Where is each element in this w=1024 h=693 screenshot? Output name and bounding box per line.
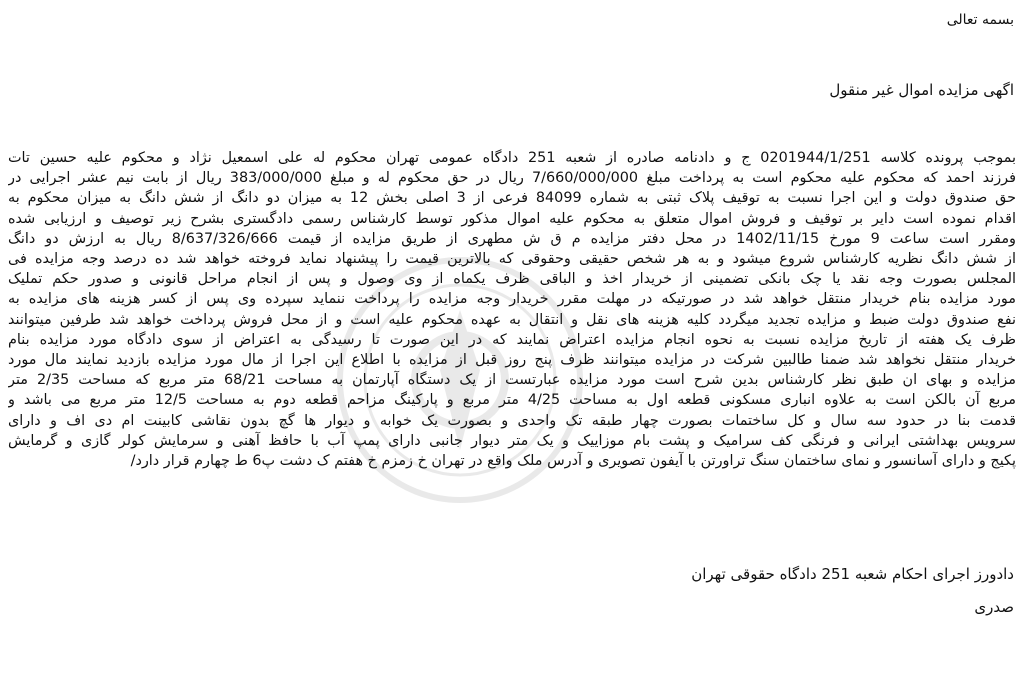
body-line: فرزند احمد که محکوم علیه محکوم است به پرداخت مبلغ 7/660/000/000 ریال در حق محکوم له و مبلغ 383/000/000 ریال از بابت نیم عشر اجرایی در xyxy=(8,170,1016,187)
body-line: نفع صندوق دولت ضبط و مزایده تجدید میگردد کلیه هزینه های نقل و انتقال به عهده محکوم علیه است و از محل فروش پرداخت خواهد شد طرفین میتوانند xyxy=(8,311,1016,328)
body-line: حق صندوق دولت و این اجرا نسبت به توقیف پلاک ثبتی به شماره 84099 فرعی از 3 اصلی بخش 12 به میزان دو دانگ از شش دانگ به میزان محکوم به xyxy=(8,190,1016,207)
body-line: مورد مزایده بنام خریدار منتقل خواهد شد در صورتیکه در مهلت مقرر خریدار وجه مزایده را پرداخت ننماید سپرده وی پس از کسر هزینه های مزایده به xyxy=(8,291,1016,308)
body-line: ومقرر است ساعت 9 مورخ 1402/11/15 در محل دفتر مزایده م ق ش مطهری از طریق مزایده از قیمت 8/637/326/666 ریال به ارزش دو دانگ xyxy=(8,230,1016,247)
body-line: سرویس بهداشتی ایرانی و فرنگی کف سرامیک و پشت بام موزاییک و یک متر دیوار جانبی دارای پمپ آب با حافظ آهنی و سرمایش کولر گازی و گرمایش xyxy=(8,432,1016,449)
body-line: مربع آن بالکن است به علاوه انباری مسکونی قطعه اول به مساحت 4/25 متر مربع و پارکینگ مزاحم قطعه دوم به مساحت 12/5 متر مربع می باشد و xyxy=(8,392,1016,409)
body-line: پکیج و دارای آسانسور و نمای ساختمان سنگ تراورتن با آیفون تصویری و آدرس ملک واقع در تهران خ زمزم خ هفتم ک دشت پ6 ط چهارم قرار دارد/ xyxy=(130,453,1016,470)
body-line: مزایده و بهای ان طبق نظر کارشناس بدین شرح است مورد مزایده عبارتست از یک دستگاه آپارتمان به مساحت 68/21 متر مربع که مساحت 2/35 متر xyxy=(8,372,1016,389)
body-line: خریدار منتقل نخواهد شد ضمنا طالبین شرکت در مزایده میتوانند ظرف پنج روز قبل از مزایده با اطلاع این اجرا از مال مورد مزایده بازدید نمایند مال مورد xyxy=(8,352,1016,369)
issued-by: صدری xyxy=(974,598,1014,616)
signature-line: دادورز اجرای احکام شعبه 251 دادگاه حقوقی تهران xyxy=(691,565,1014,583)
body-line: اقدام نموده است دایر بر توقیف و فروش اموال متعلق به محکوم علیه اموال مذکور توسط کارشناس رسمی دادگستری بشرح زیر توصیف و ارزیابی شده xyxy=(8,210,1016,227)
basmala-heading: بسمه تعالی xyxy=(946,12,1014,28)
body-line: المجلس بصورت وجه نقد یا چک بانکی تضمینی از خریدار اخذ و الباقی ظرف یکماه از وی وصول و پس از انجام مراحل قانونی و صدور حکم تملیک xyxy=(8,271,1016,288)
notice-body xyxy=(8,148,1016,471)
body-line: قدمت بنا در حدود سه سال و کل ساختمات بصورت چهار طبقه تک واحدی و بصورت یک خوابه و دیوار ها گچ بدون نقاشی کابینت ام دی اف و دارای xyxy=(8,412,1016,429)
body-line: از شش دانگ نظریه کارشناس شروع میشود و به هر شخص حقیقی وحقوقی که بالاترین قیمت را پیشنهاد نماید فروخته خواهد شد ده درصد وجه مزایده فی xyxy=(8,251,1016,268)
notice-title: اگهی مزایده اموال غیر منقول xyxy=(829,81,1014,99)
body-line: بموجب پرونده کلاسه 0201944/1/251 ج و دادنامه صادره از شعبه 251 دادگاه عمومی تهران محکوم له علی اسمعیل نژاد و محکوم علیه حسین تات xyxy=(8,150,1016,166)
body-line: ظرف یک هفته از تاریخ مزایده نسبت به نحوه انجام مزایده اعتراض نمایند که در این صورت تا رسیدگی به اعتراض از سوی دادگاه مورد مزایده بنام xyxy=(8,331,1016,348)
